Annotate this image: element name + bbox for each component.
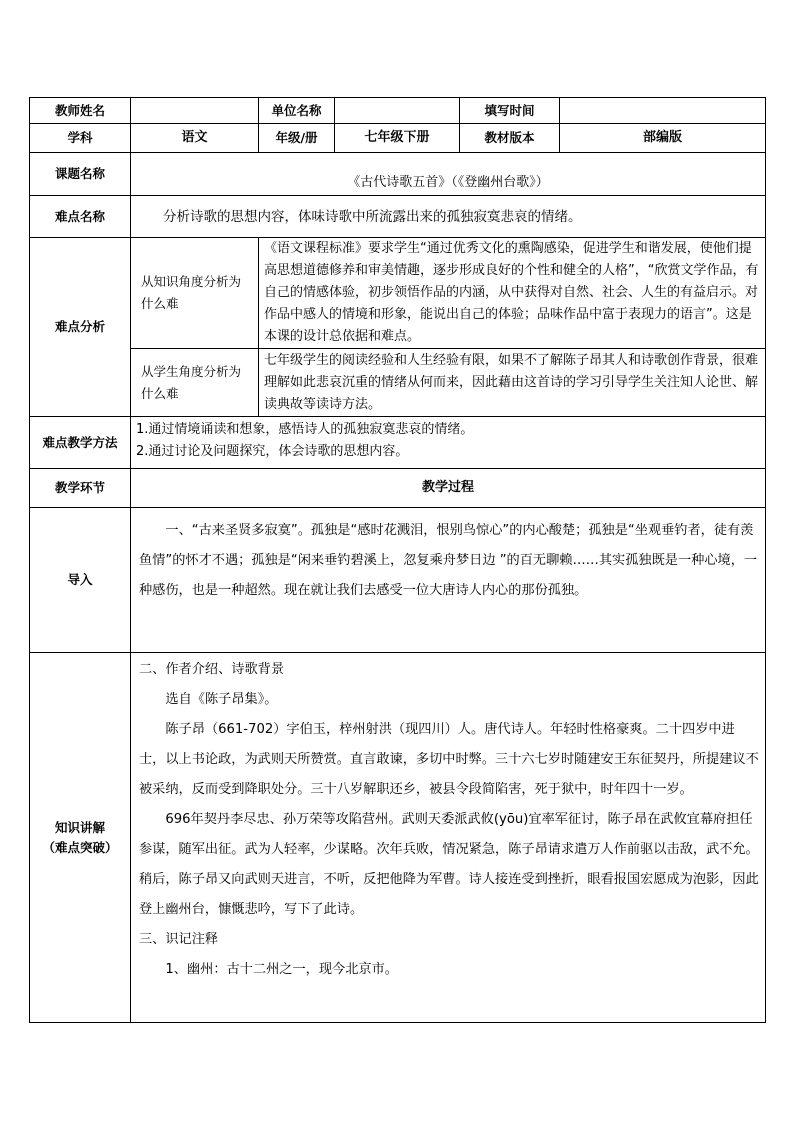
difficulty-label: 难点名称 [30, 196, 131, 238]
teacher-name-label: 教师姓名 [30, 98, 131, 124]
intro-row [30, 508, 766, 653]
title-row [30, 153, 766, 196]
knowledge-note-1: 1、幽州：古十二州之一，现今北京市。 [165, 962, 398, 977]
knowledge-label-sub: （难点突破） [42, 839, 118, 855]
header-row-2 [30, 124, 766, 153]
method-item-1: 1.通过情境诵读和想象，感悟诗人的孤独寂寞悲哀的情绪。 [136, 422, 474, 437]
analysis-student-row [30, 349, 766, 417]
analysis-knowledge-text: 《语文课程标准》要求学生“通过优秀文化的熏陶感染，促进学生和谐发展，使他们提高思想道德修养和审美情趣，逐步形成良好的个性和健全的人格”，“欣赏文学作品，有自己的情感体验，初步领悟作品的内涵，从中获得对自然、社会、人生的有益启示。对作品中感人的情境和形象，能说出自己的体验；品味作品中富于表现力的语言”。这是本课的设计总依据和难点。 [259, 238, 766, 349]
intro-text: 一、“古来圣贤多寂寞”。孤独是“感时花溅泪，恨别鸟惊心”的内心酸楚；孤独是“坐观垂钓者，徒有羡鱼情”的怀才不遇；孤独是“闲来垂钓碧溪上，忽复乘舟梦日边 ”的百无聊赖……其实孤独既是一种心境，一种感伤，也是一种超然。现在就让我们去感受一位大唐诗人内心的那份孤独。 [139, 523, 758, 598]
lesson-title-label: 课题名称 [30, 153, 131, 196]
header-row-1 [30, 98, 766, 124]
stage-label: 教学环节 [30, 469, 131, 508]
unit-name-value [335, 98, 460, 124]
analysis-label: 难点分析 [30, 238, 131, 417]
subject-value: 语文 [131, 124, 259, 153]
teacher-name-value [131, 98, 259, 124]
analysis-student-text: 七年级学生的阅读经验和人生经验有限，如果不了解陈子昂其人和诗歌创作背景，很难理解如此悲哀沉重的情绪从何而来，因此藉由这首诗的学习引导学生关注知人论世、解读典故等读诗方法。 [259, 349, 766, 417]
method-row [30, 417, 766, 469]
process-header-row [30, 469, 766, 508]
intro-content [131, 508, 766, 653]
unit-name-label: 单位名称 [259, 98, 335, 124]
grade-value: 七年级下册 [335, 124, 460, 153]
knowledge-row [30, 653, 766, 1023]
knowledge-heading-author: 二、作者介绍、诗歌背景 [139, 662, 285, 677]
difficulty-row [30, 196, 766, 238]
grade-label: 年级/册 [259, 124, 335, 153]
fill-date-value [560, 98, 766, 124]
lesson-title-value: 《古代诗歌五首》（《登幽州台歌》） [131, 153, 766, 196]
analysis-knowledge-row [30, 238, 766, 349]
method-label: 难点教学方法 [30, 417, 131, 469]
knowledge-author-bio: 陈子昂（661-702）字伯玉，梓州射洪（现四川）人。唐代诗人。年轻时性格豪爽。二十四岁中进士，以上书论政，为武则天所赞赏。直言敢谏，多切中时弊。三十六七岁时随建安王东征契丹，所提建议不被采纳，反而受到降职处分。三十八岁解职还乡，被县令段简陷害，死于狱中，时年四十一岁。 [139, 722, 759, 797]
analysis-student-label: 从学生角度分析为什么难 [131, 349, 259, 417]
knowledge-label: 知识讲解 [54, 819, 105, 835]
edition-value: 部编版 [560, 124, 766, 153]
knowledge-heading-notes: 三、识记注释 [139, 932, 219, 947]
knowledge-content [131, 653, 766, 1023]
analysis-knowledge-label: 从知识角度分析为什么难 [131, 238, 259, 349]
edition-label: 教材版本 [460, 124, 560, 153]
knowledge-label-cell [30, 653, 131, 1023]
knowledge-source: 选自《陈子昂集》。 [165, 692, 278, 707]
method-item-2: 2.通过讨论及问题探究，体会诗歌的思想内容。 [136, 444, 409, 459]
lesson-plan-table [29, 97, 766, 1023]
intro-label: 导入 [30, 508, 131, 653]
subject-label: 学科 [30, 124, 131, 153]
method-list [131, 417, 766, 469]
process-label: 教学过程 [131, 469, 766, 508]
fill-date-label: 填写时间 [460, 98, 560, 124]
knowledge-background: 696年契丹李尽忠、孙万荣等攻陷营州。武则天委派武攸(yōu)宜率军征讨，陈子昂在武攸宜幕府担任参谋，随军出征。武为人轻率，少谋略。次年兵败，情况紧急，陈子昂请求遣万人作前驱以击敌，武不允。稍后，陈子昂又向武则天进言，不听，反把他降为军曹。诗人接连受到挫折，眼看报国宏愿成为泡影，因此登上幽州台，慷慨悲吟，写下了此诗。 [139, 812, 759, 917]
difficulty-value: 分析诗歌的思想内容，体味诗歌中所流露出来的孤独寂寞悲哀的情绪。 [131, 196, 766, 238]
